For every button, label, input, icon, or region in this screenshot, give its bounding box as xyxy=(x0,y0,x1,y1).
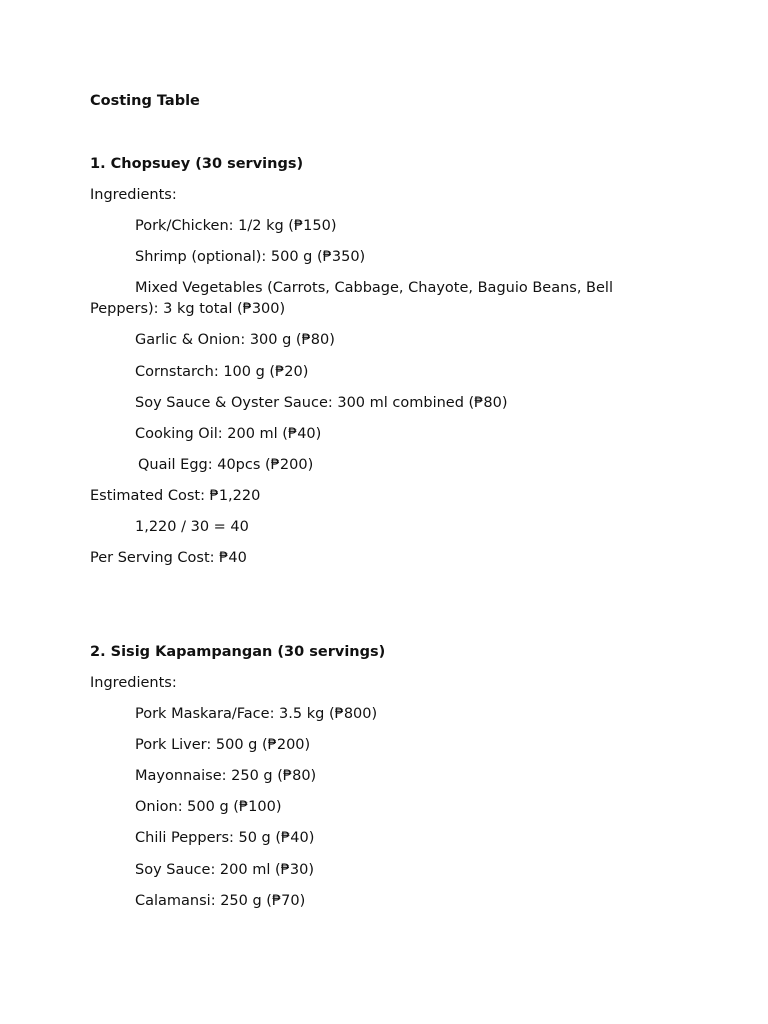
ingredient-item: Chili Peppers: 50 g (₱40) xyxy=(135,830,315,846)
ingredient-item: Garlic & Onion: 300 g (₱80) xyxy=(135,332,335,348)
ingredient-item: Shrimp (optional): 500 g (₱350) xyxy=(135,249,366,265)
ingredient-item: Soy Sauce: 200 ml (₱30) xyxy=(135,862,314,878)
cost-computation: 1,220 / 30 = 40 xyxy=(135,519,249,535)
ingredient-item: Mayonnaise: 250 g (₱80) xyxy=(135,768,317,784)
section-heading-chopsuey: 1. Chopsuey (30 servings) xyxy=(90,156,304,172)
section-heading-sisig: 2. Sisig Kapampangan (30 servings) xyxy=(90,644,386,660)
ingredient-item: Quail Egg: 40pcs (₱200) xyxy=(138,457,314,473)
ingredient-item: Mixed Vegetables (Carrots, Cabbage, Chayote, Baguio Beans, Bell Peppers): 3 kg total (₱300) xyxy=(90,280,613,317)
ingredients-label: Ingredients: xyxy=(90,187,177,203)
ingredient-item: Cornstarch: 100 g (₱20) xyxy=(135,364,309,380)
per-serving-cost: Per Serving Cost: ₱40 xyxy=(90,550,247,566)
ingredients-label: Ingredients: xyxy=(90,675,177,691)
ingredient-item: Calamansi: 250 g (₱70) xyxy=(135,893,306,909)
ingredient-item: Cooking Oil: 200 ml (₱40) xyxy=(135,426,322,442)
ingredient-item: Pork Maskara/Face: 3.5 kg (₱800) xyxy=(135,706,378,722)
document-title: Costing Table xyxy=(90,93,200,109)
ingredient-item: Pork/Chicken: 1/2 kg (₱150) xyxy=(135,218,337,234)
ingredient-item: Soy Sauce & Oyster Sauce: 300 ml combined (₱80) xyxy=(135,395,508,411)
ingredient-item: Onion: 500 g (₱100) xyxy=(135,799,282,815)
ingredient-item: Pork Liver: 500 g (₱200) xyxy=(135,737,311,753)
estimated-cost: Estimated Cost: ₱1,220 xyxy=(90,488,261,504)
